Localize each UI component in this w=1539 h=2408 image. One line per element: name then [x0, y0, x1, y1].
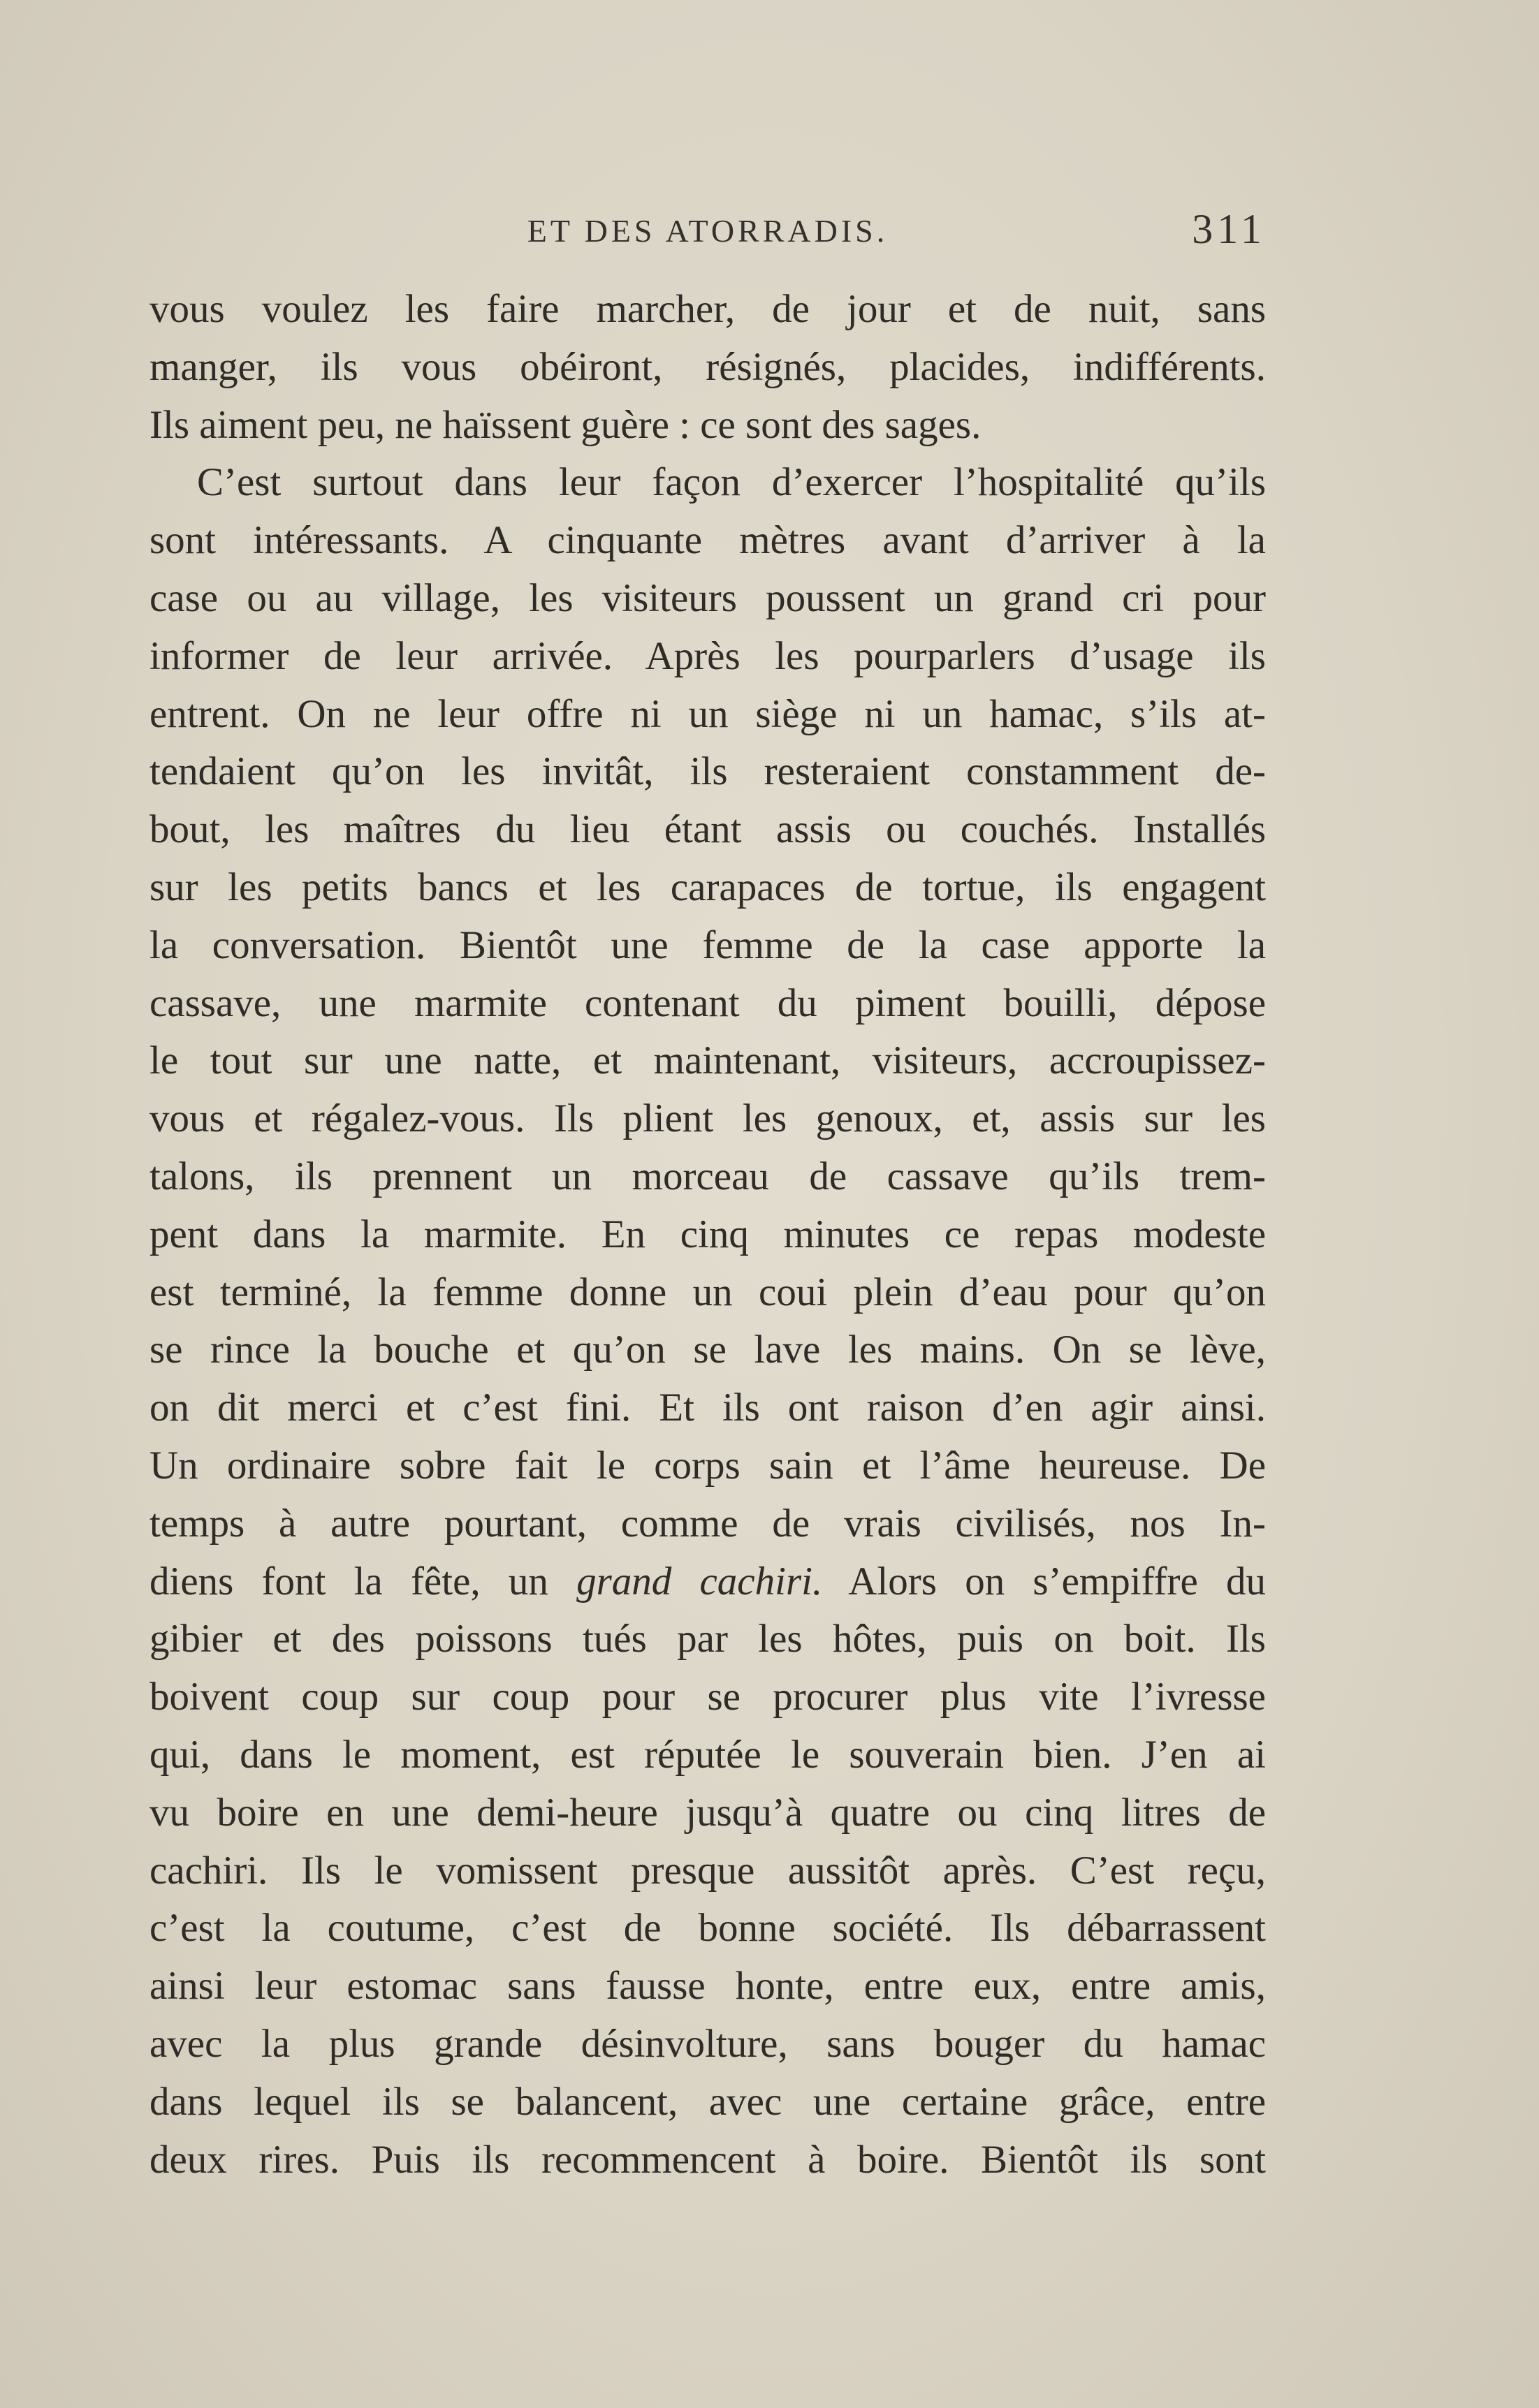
text-line: C’est surtout dans leur façon d’exercer l’hospitalité qu’ils — [197, 460, 1266, 505]
text-line: est terminé, la femme donne un coui plein d’eau pour qu’on — [149, 1270, 1266, 1314]
text-line: c’est la coutume, c’est de bonne société. Ils débarrassent — [149, 1906, 1266, 1951]
running-head — [149, 203, 1266, 265]
text-line: bout, les maîtres du lieu étant assis ou couchés. Installés — [149, 807, 1266, 852]
text-line: pent dans la marmite. En cinq minutes ce repas modeste — [149, 1212, 1266, 1256]
text-line: manger, ils vous obéiront, résignés, placides, indifférents. — [149, 344, 1266, 389]
text-line: Un ordinaire sobre fait le corps sain et l’âme heureuse. De — [149, 1443, 1266, 1488]
text-line: talons, ils prennent un morceau de cassave qu’ils trem- — [149, 1154, 1266, 1198]
text-line: avec la plus grande désinvolture, sans bouger du hamac — [149, 2021, 1266, 2066]
text-line: la conversation. Bientôt une femme de la case apporte la — [149, 923, 1266, 967]
text-line: tendaient qu’on les invitât, ils resteraient constamment de- — [149, 749, 1266, 794]
text-line: Ils aiment peu, ne haïssent guère : ce sont des sages. — [149, 402, 982, 447]
text-line: ainsi leur estomac sans fausse honte, entre eux, entre amis, — [149, 1964, 1266, 2009]
text-line: vous voulez les faire marcher, de jour et de nuit, sans — [149, 287, 1266, 331]
text-line: deux rires. Puis ils recommencent à boire. Bientôt ils sont — [149, 2137, 1266, 2182]
page-number: 311 — [1192, 206, 1266, 252]
text-line: temps à autre pourtant, comme de vrais civilisés, nos In- — [149, 1501, 1266, 1546]
text-line: case ou au village, les visiteurs poussent un grand cri pour — [149, 575, 1266, 620]
text-line: se rince la bouche et qu’on se lave les mains. On se lève, — [149, 1328, 1266, 1372]
text-line: cassave, une marmite contenant du piment bouilli, dépose — [149, 981, 1266, 1025]
text-line: cachiri. Ils le vomissent presque aussitôt après. C’est reçu, — [149, 1848, 1266, 1893]
italic-line-before: diens font la fête, un — [149, 1559, 577, 1603]
body-text — [149, 281, 1266, 2189]
text-line: vous et régalez-vous. Ils plient les genoux, et, assis sur les — [149, 1096, 1266, 1141]
text-line: entrent. On ne leur offre ni un siège ni un hamac, s’ils at- — [149, 691, 1266, 736]
italic-line-after: Alors on s’empiffre du — [822, 1559, 1266, 1603]
text-line: qui, dans le moment, est réputée le souverain bien. J’en ai — [149, 1732, 1266, 1777]
running-title: ET DES ATORRADIS. — [527, 213, 889, 249]
text-line: informer de leur arrivée. Après les pourparlers d’usage ils — [149, 633, 1266, 678]
italic-term: grand cachiri. — [576, 1559, 823, 1603]
text-line: dans lequel ils se balancent, avec une certaine grâce, entre — [149, 2079, 1266, 2124]
text-line: le tout sur une natte, et maintenant, visiteurs, accroupissez- — [149, 1038, 1266, 1083]
text-line: boivent coup sur coup pour se procurer plus vite l’ivresse — [149, 1675, 1266, 1719]
text-line-with-italic — [149, 1553, 1266, 1611]
text-line: sont intéressants. A cinquante mètres avant d’arriver à la — [149, 518, 1266, 563]
text-line: gibier et des poissons tués par les hôtes, puis on boit. Ils — [149, 1617, 1266, 1661]
text-line: sur les petits bancs et les carapaces de tortue, ils engagent — [149, 865, 1266, 909]
text-line: on dit merci et c’est fini. Et ils ont raison d’en agir ainsi. — [149, 1386, 1266, 1430]
text-line: vu boire en une demi-heure jusqu’à quatre ou cinq litres de — [149, 1790, 1266, 1835]
